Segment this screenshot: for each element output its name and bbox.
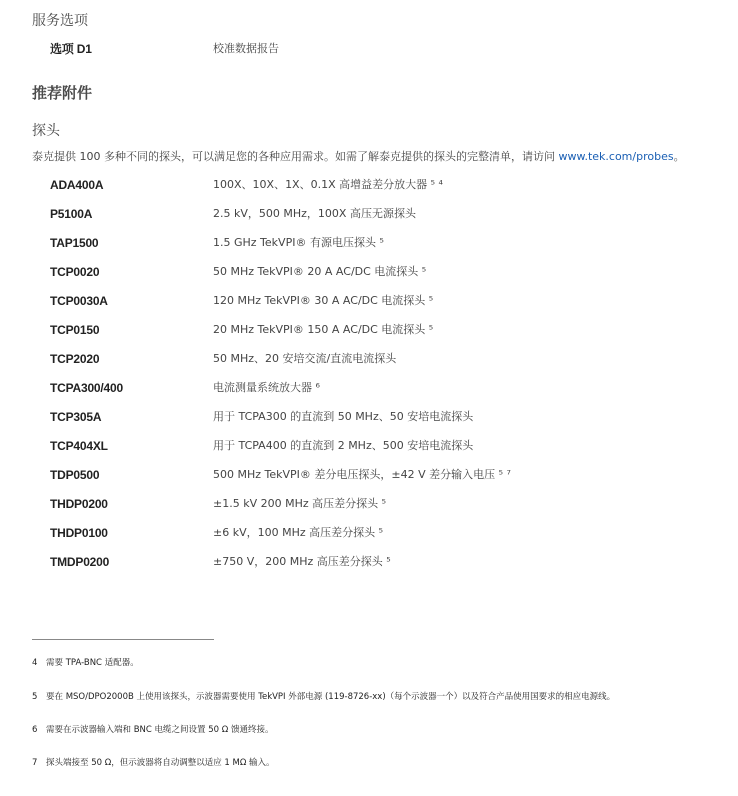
probe-description: 1.5 GHz TekVPI® 有源电压探头 ⁵ — [213, 236, 384, 249]
probe-code: TCP0150 — [50, 323, 100, 337]
probe-description: 50 MHz、20 安培交流/直流电流探头 — [213, 352, 397, 365]
probe-row — [50, 350, 710, 368]
probe-code: TCP0030A — [50, 294, 108, 308]
recommended-accessories-heading: 推荐附件 — [32, 84, 93, 102]
footnote — [32, 656, 139, 668]
probes-link[interactable]: www.tek.com/probes — [558, 150, 674, 163]
probe-description: 电流测量系统放大器 ⁶ — [213, 381, 320, 394]
option-description: 校准数据报告 — [213, 42, 279, 55]
footnote-text: 探头端接至 50 Ω，但示波器将自动调整以适应 1 MΩ 输入。 — [46, 758, 275, 768]
probe-row — [50, 292, 710, 310]
footnote-text: 需要 TPA-BNC 适配器。 — [46, 658, 139, 668]
probe-description: 用于 TCPA300 的直流到 50 MHz、50 安培电流探头 — [213, 410, 474, 423]
probe-description: 20 MHz TekVPI® 150 A AC/DC 电流探头 ⁵ — [213, 323, 434, 336]
probe-code: THDP0100 — [50, 526, 108, 540]
service-option-row — [50, 40, 710, 58]
probe-row — [50, 176, 710, 194]
footnote — [32, 690, 615, 702]
probe-code: TCP305A — [50, 410, 102, 424]
probe-description: ±6 kV，100 MHz 高压差分探头 ⁵ — [213, 526, 384, 539]
probe-description: ±750 V，200 MHz 高压差分探头 ⁵ — [213, 555, 391, 568]
probes-intro-text: 泰克提供 100 多种不同的探头，可以满足您的各种应用需求。如需了解泰克提供的探头的完整清单，请访问 — [32, 150, 559, 163]
footnote-text: 要在 MSO/DPO2000B 上使用该探头，示波器需要使用 TekVPI 外部电源 (119-8726-xx)（每个示波器一个）以及符合产品使用国要求的相应电源线。 — [46, 692, 616, 702]
footnote-number: 6 — [32, 725, 38, 735]
probe-code: TMDP0200 — [50, 555, 110, 569]
probe-row — [50, 263, 710, 281]
probe-code: TCP404XL — [50, 439, 108, 453]
service-options-heading: 服务选项 — [32, 13, 88, 29]
probe-description: 100X、10X、1X、0.1X 高增益差分放大器 ⁵ ⁴ — [213, 178, 443, 191]
probe-row — [50, 553, 710, 571]
footnote — [32, 756, 275, 768]
probe-row — [50, 379, 710, 397]
probe-row — [50, 205, 710, 223]
probe-description: 500 MHz TekVPI® 差分电压探头，±42 V 差分输入电压 ⁵ ⁷ — [213, 468, 511, 481]
probe-code: TDP0500 — [50, 468, 100, 482]
probe-row — [50, 437, 710, 455]
probes-heading: 探头 — [32, 123, 60, 139]
probes-intro — [32, 148, 685, 164]
probe-description: 50 MHz TekVPI® 20 A AC/DC 电流探头 ⁵ — [213, 265, 427, 278]
probe-description: ±1.5 kV 200 MHz 高压差分探头 ⁵ — [213, 497, 387, 510]
probe-code: P5100A — [50, 207, 93, 221]
probe-row — [50, 234, 710, 252]
probe-description: 用于 TCPA400 的直流到 2 MHz、500 安培电流探头 — [213, 439, 474, 452]
probe-row — [50, 495, 710, 513]
probe-code: THDP0200 — [50, 497, 108, 511]
probe-description: 120 MHz TekVPI® 30 A AC/DC 电流探头 ⁵ — [213, 294, 434, 307]
probe-code: TCP0020 — [50, 265, 100, 279]
footnote-text: 需要在示波器输入端和 BNC 电缆之间设置 50 Ω 馈通终接。 — [46, 725, 274, 735]
footnote-number: 5 — [32, 692, 38, 702]
probe-row — [50, 321, 710, 339]
probes-intro-end: 。 — [673, 150, 685, 163]
probe-row — [50, 524, 710, 542]
footnote-divider — [32, 639, 214, 640]
option-code: 选项 D1 — [50, 42, 92, 56]
footnote-number: 4 — [32, 658, 38, 668]
probe-code: TCP2020 — [50, 352, 100, 366]
probe-code: TCPA300/400 — [50, 381, 123, 395]
probe-code: ADA400A — [50, 178, 104, 192]
probe-row — [50, 408, 710, 426]
footnote-number: 7 — [32, 758, 38, 768]
footnote — [32, 723, 273, 735]
probe-row — [50, 466, 710, 484]
probe-description: 2.5 kV，500 MHz，100X 高压无源探头 — [213, 207, 416, 220]
probe-code: TAP1500 — [50, 236, 99, 250]
